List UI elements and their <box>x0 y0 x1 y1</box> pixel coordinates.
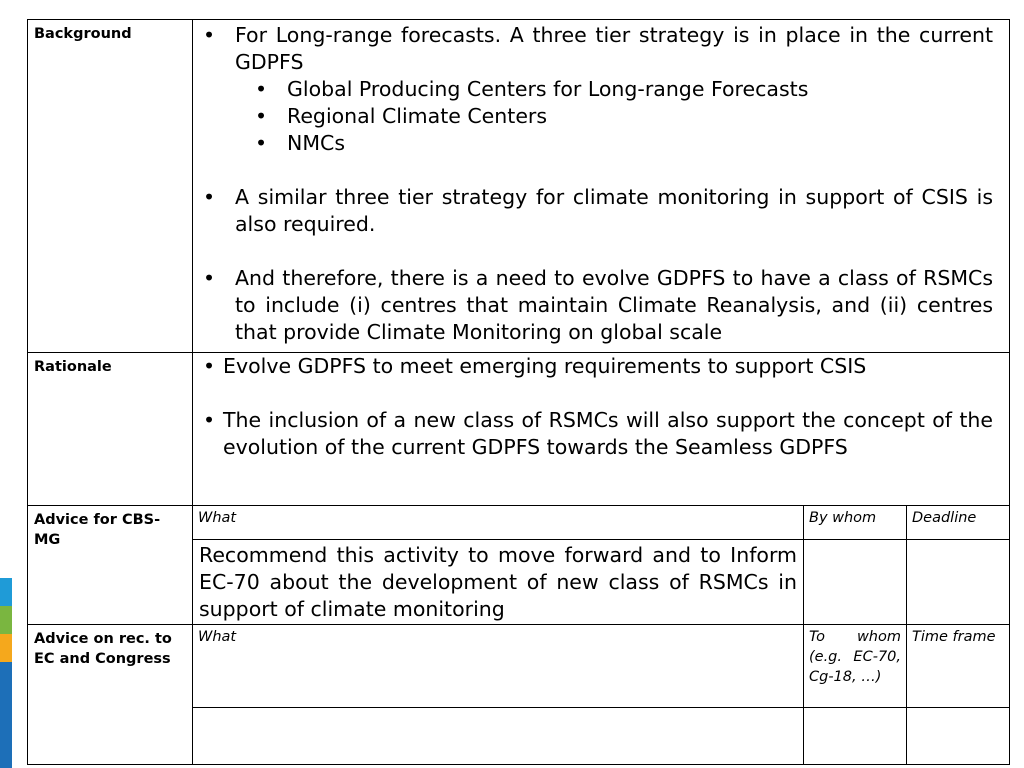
background-content <box>193 20 1010 353</box>
deadline-header: Deadline <box>907 506 1010 540</box>
advice-ec-label: Advice on rec. to EC and Congress <box>28 625 193 765</box>
background-label: Background <box>28 20 193 353</box>
what-header-ec: What <box>193 625 804 708</box>
rationale-label: Rationale <box>28 353 193 506</box>
rationale-content <box>193 353 1010 506</box>
ec-time-frame-cell <box>907 708 1010 765</box>
sub-item-rcc: • Regional Climate Centers <box>199 103 993 130</box>
background-bullet-2: • A similar three tier strategy for climate monitoring in support of CSIS is also required. <box>199 184 993 238</box>
accent-strip-navy <box>0 662 12 768</box>
by-whom-cell <box>804 540 907 625</box>
background-row <box>28 20 1010 353</box>
sub-item-gpc: • Global Producing Centers for Long-range Forecasts <box>199 76 993 103</box>
deadline-cell <box>907 540 1010 625</box>
by-whom-header: By whom <box>804 506 907 540</box>
rationale-bullet-1: • Evolve GDPFS to meet emerging requirements to support CSIS <box>199 353 993 380</box>
what-header: What <box>193 506 804 540</box>
background-bullet-3: • And therefore, there is a need to evolve GDPFS to have a class of RSMCs to include (i) centres that maintain Climate Reanalysis, and (ii) centres that provide Climate Monitoring on global scale <box>199 265 993 346</box>
ec-what-cell <box>193 708 804 765</box>
advice-cbs-label: Advice for CBS-MG <box>28 506 193 625</box>
to-whom-header: To whom (e.g. EC-70, Cg-18, …) <box>804 625 907 708</box>
recommendation-text: Recommend this activity to move forward and to Inform EC-70 about the development of new class of RSMCs in support of climate monitoring <box>193 540 804 625</box>
rationale-row <box>28 353 1010 506</box>
accent-strip-green <box>0 606 12 634</box>
accent-strip-blue <box>0 578 12 606</box>
time-frame-header: Time frame <box>907 625 1010 708</box>
accent-strip-orange <box>0 634 12 662</box>
advice-cbs-header-row <box>28 506 1010 540</box>
ec-to-whom-cell <box>804 708 907 765</box>
summary-table <box>27 19 1010 765</box>
rationale-bullet-2: • The inclusion of a new class of RSMCs will also support the concept of the evolution of the current GDPFS towards the Seamless GDPFS <box>199 407 993 461</box>
sub-item-nmcs: • NMCs <box>199 130 993 157</box>
advice-ec-header-row <box>28 625 1010 708</box>
background-bullet-1: • For Long-range forecasts. A three tier strategy is in place in the current GDPFS <box>199 22 993 76</box>
